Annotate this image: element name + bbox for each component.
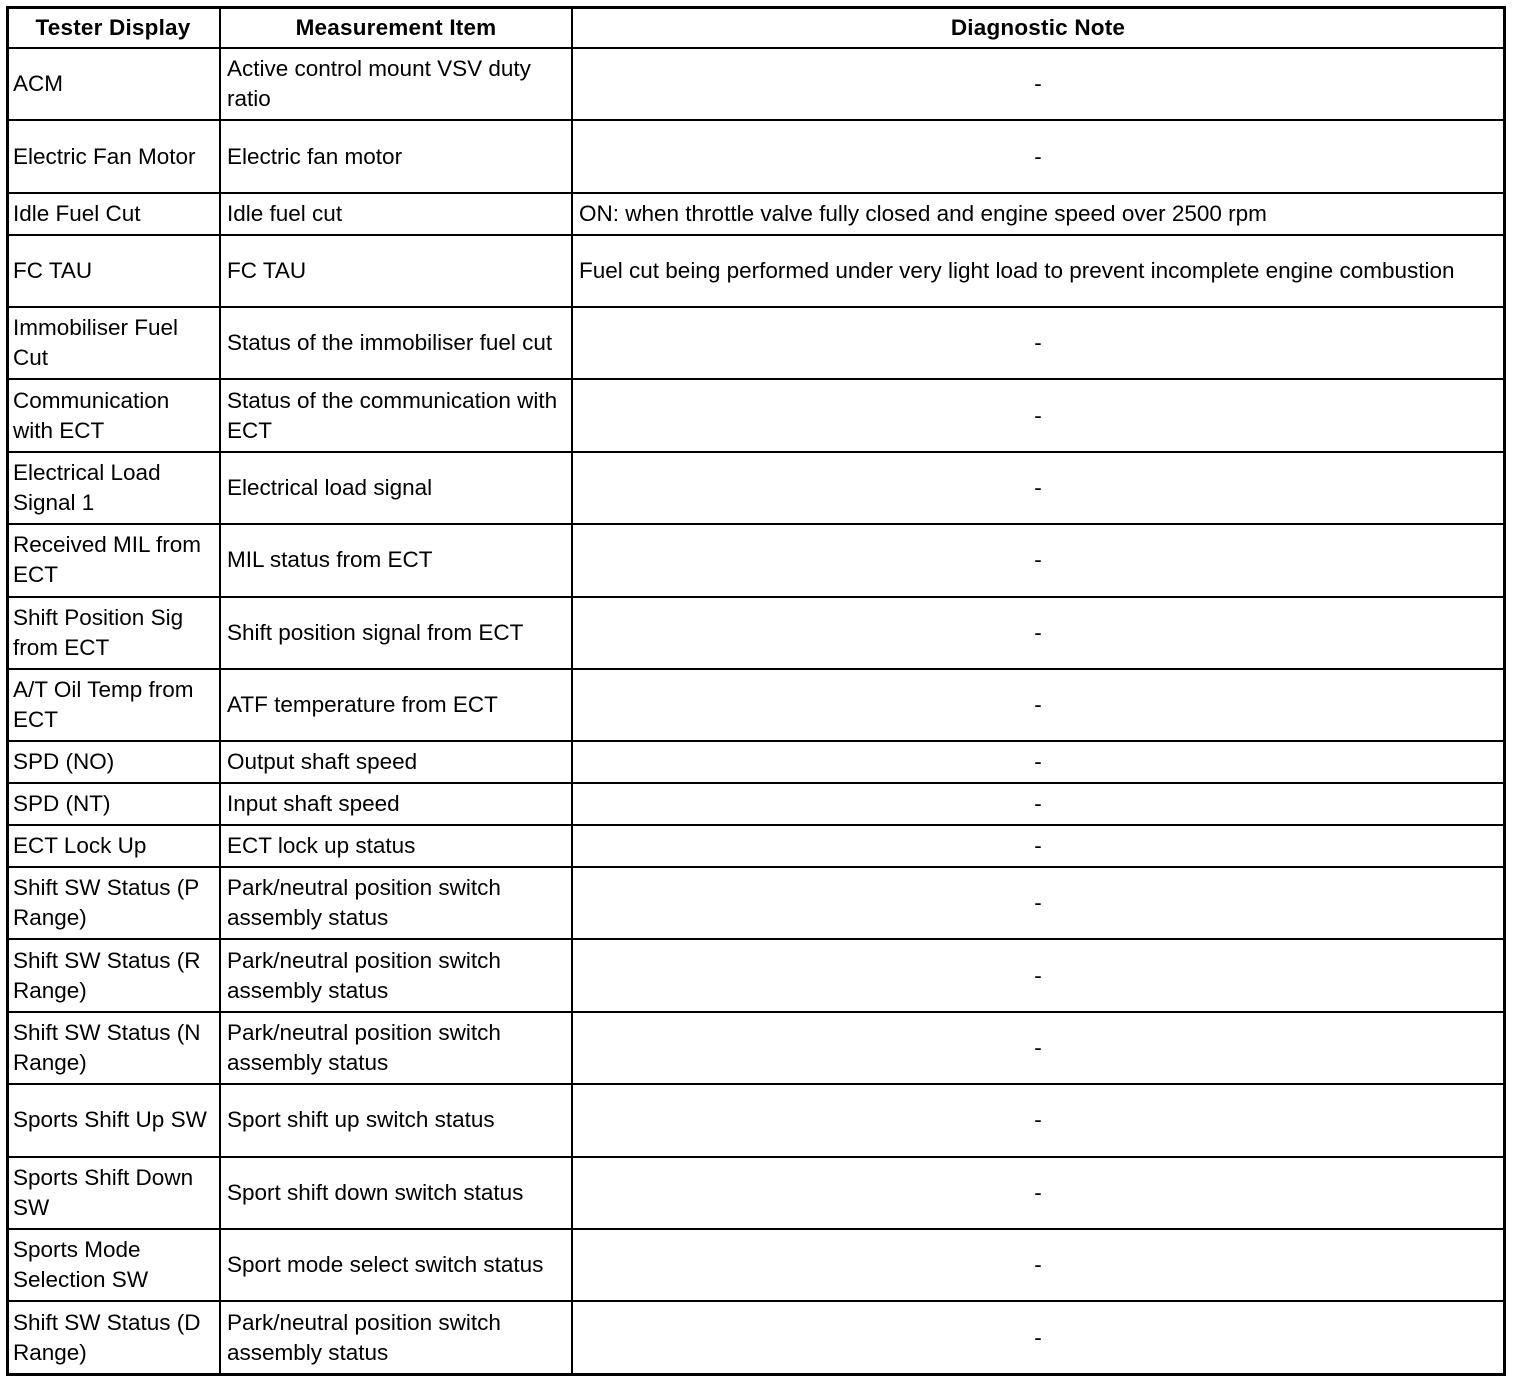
table-row [9,1301,1503,1373]
cell-measurement-item: Status of the communication with ECT [220,379,572,451]
table-row [9,1084,1503,1156]
cell-measurement-item: Park/neutral position switch assembly status [220,867,572,939]
cell-tester-display: Sports Mode Selection SW [9,1229,220,1301]
cell-diagnostic-note: - [572,1229,1503,1301]
cell-diagnostic-note: - [572,1084,1503,1156]
cell-tester-display: Electrical Load Signal 1 [9,452,220,524]
cell-diagnostic-note: - [572,120,1503,192]
cell-measurement-item: Sport shift up switch status [220,1084,572,1156]
diagnostic-table [9,9,1503,1373]
table-row [9,825,1503,867]
table-row [9,939,1503,1011]
cell-diagnostic-note: - [572,452,1503,524]
cell-diagnostic-note: - [572,524,1503,596]
cell-tester-display: Shift SW Status (D Range) [9,1301,220,1373]
header-measurement-item: Measurement Item [220,9,572,48]
cell-diagnostic-note: - [572,379,1503,451]
cell-tester-display: A/T Oil Temp from ECT [9,669,220,741]
table-row [9,597,1503,669]
cell-tester-display: Received MIL from ECT [9,524,220,596]
header-diagnostic-note: Diagnostic Note [572,9,1503,48]
table-row [9,741,1503,783]
cell-diagnostic-note: ON: when throttle valve fully closed and engine speed over 2500 rpm [572,193,1503,235]
cell-measurement-item: Sport mode select switch status [220,1229,572,1301]
cell-measurement-item: Shift position signal from ECT [220,597,572,669]
table-row [9,48,1503,120]
cell-diagnostic-note: - [572,307,1503,379]
cell-diagnostic-note: Fuel cut being performed under very light load to prevent incomplete engine combustion [572,235,1503,307]
cell-measurement-item: Park/neutral position switch assembly status [220,1301,572,1373]
cell-tester-display: SPD (NO) [9,741,220,783]
table-row [9,1157,1503,1229]
cell-tester-display: ACM [9,48,220,120]
cell-measurement-item: Input shaft speed [220,783,572,825]
cell-measurement-item: Status of the immobiliser fuel cut [220,307,572,379]
cell-tester-display: Shift SW Status (P Range) [9,867,220,939]
table-row [9,1229,1503,1301]
cell-measurement-item: MIL status from ECT [220,524,572,596]
cell-diagnostic-note: - [572,1157,1503,1229]
cell-tester-display: Shift Position Sig from ECT [9,597,220,669]
cell-diagnostic-note: - [572,939,1503,1011]
table-row [9,867,1503,939]
table-row [9,669,1503,741]
cell-diagnostic-note: - [572,783,1503,825]
cell-tester-display: Shift SW Status (R Range) [9,939,220,1011]
cell-tester-display: Immobiliser Fuel Cut [9,307,220,379]
cell-measurement-item: Park/neutral position switch assembly status [220,1012,572,1084]
table-row [9,307,1503,379]
table-row [9,235,1503,307]
cell-tester-display: Sports Shift Up SW [9,1084,220,1156]
table-row [9,783,1503,825]
header-tester-display: Tester Display [9,9,220,48]
cell-tester-display: Sports Shift Down SW [9,1157,220,1229]
cell-measurement-item: ATF temperature from ECT [220,669,572,741]
cell-measurement-item: Park/neutral position switch assembly status [220,939,572,1011]
cell-measurement-item: Idle fuel cut [220,193,572,235]
cell-diagnostic-note: - [572,867,1503,939]
cell-diagnostic-note: - [572,669,1503,741]
cell-diagnostic-note: - [572,1012,1503,1084]
table-row [9,524,1503,596]
cell-diagnostic-note: - [572,48,1503,120]
cell-tester-display: ECT Lock Up [9,825,220,867]
cell-measurement-item: Active control mount VSV duty ratio [220,48,572,120]
cell-tester-display: Electric Fan Motor [9,120,220,192]
cell-diagnostic-note: - [572,1301,1503,1373]
cell-tester-display: Communication with ECT [9,379,220,451]
cell-tester-display: Idle Fuel Cut [9,193,220,235]
cell-measurement-item: Electric fan motor [220,120,572,192]
cell-diagnostic-note: - [572,741,1503,783]
cell-measurement-item: ECT lock up status [220,825,572,867]
cell-measurement-item: Electrical load signal [220,452,572,524]
cell-tester-display: Shift SW Status (N Range) [9,1012,220,1084]
table-row [9,120,1503,192]
table-row [9,193,1503,235]
diagnostic-table-container [6,6,1506,1376]
table-row [9,379,1503,451]
table-row [9,1012,1503,1084]
cell-diagnostic-note: - [572,825,1503,867]
table-row [9,452,1503,524]
cell-measurement-item: Output shaft speed [220,741,572,783]
cell-measurement-item: Sport shift down switch status [220,1157,572,1229]
table-header-row [9,9,1503,48]
cell-measurement-item: FC TAU [220,235,572,307]
cell-tester-display: FC TAU [9,235,220,307]
cell-tester-display: SPD (NT) [9,783,220,825]
cell-diagnostic-note: - [572,597,1503,669]
